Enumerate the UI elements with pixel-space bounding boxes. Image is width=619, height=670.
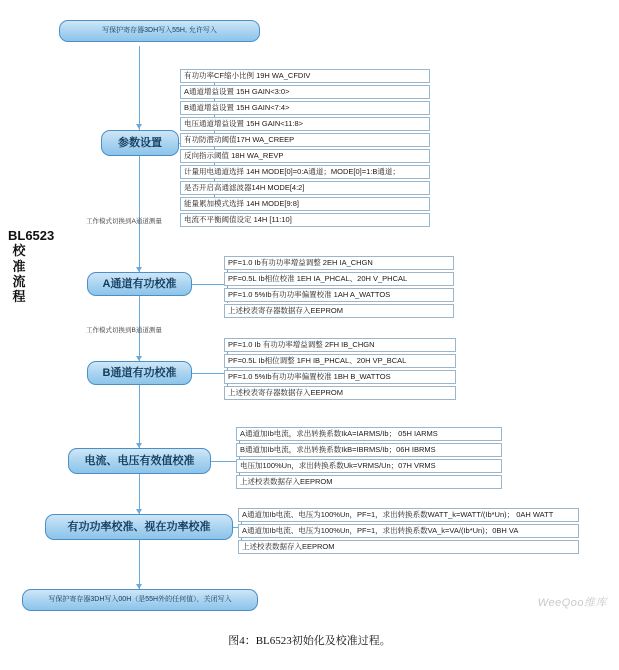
detail-text: PF=1.0 Ib有功功率增益调整 2EH IA_CHGN [228,257,373,267]
node-rms[interactable] [68,448,211,474]
node-start[interactable] [59,20,260,42]
detail-power-2 [238,540,579,554]
detail-params-8 [180,197,430,211]
node-channel-b[interactable] [87,361,192,385]
node-end[interactable] [22,589,258,611]
detail-text: 计量用电通道选择 14H MODE[0]=0:A通道；MODE[0]=1:B通道； [184,166,400,176]
detail-chan-a-1 [224,272,454,286]
detail-text: A通道加Ib电流、电压为100%Un，PF=1，求出转换系数VA_k=VA/(Ib*Un)；0BH VA [242,525,519,535]
detail-text: PF=1.0 5%Ib有功功率偏置校准 1AH A_WATTOS [228,289,391,299]
node-end-label: 写保护寄存器3DH写入00H（是55H外的任何值），关闭写入 [48,595,232,603]
detail-text: 电流不平衡阈值设定 14H [11:10] [184,214,292,224]
node-start-label: 写保护寄存器3DH写入55H, 允许写入 [102,26,217,34]
node-params-label: 参数设置 [118,136,162,149]
detail-params-1 [180,85,430,99]
detail-text: B通道增益设置 15H GAIN<7:4> [184,102,290,112]
detail-text: 上述校表数据存入EEPROM [240,476,333,486]
annotation-a-mode: 工作模式切换到A通道测量 [86,218,162,225]
node-power-label: 有功功率校准、视在功率校准 [67,520,211,533]
detail-params-2 [180,101,430,115]
arrow-to-params [136,124,142,129]
detail-params-4 [180,133,430,147]
figure-caption: 图4：BL6523初始化及校准过程。 [228,635,391,647]
detail-text: A通道增益设置 15H GAIN<3:0> [184,86,290,96]
detail-text: PF=0.5L Ib相位校准 1EH IA_PHCAL、20H V_PHCAL [228,273,408,283]
detail-text: 反向指示阈值 18H WA_REVP [184,150,284,160]
watermark: WeeQoo维库 [537,597,607,609]
detail-text: 电压通道增益设置 15H GAIN<11:8> [184,118,304,128]
annotation-b-mode: 工作模式切换到B通道测量 [86,327,162,334]
detail-text: B通道加Ib电流，求出转换系数IkB=IBRMS/Ib；06H IBRMS [240,444,436,454]
node-rms-label: 电流、电压有效值校准 [84,454,195,467]
detail-text: A通道加Ib电流、电压为100%Un，PF=1，求出转换系数WATT_k=WATT/(Ib*Un)； 0AH WATT [242,509,554,519]
detail-params-6 [180,165,430,179]
detail-chan-b-3 [224,386,456,400]
detail-rms-2 [236,459,502,473]
detail-chan-b-0 [224,338,456,352]
detail-rms-3 [236,475,502,489]
detail-chan-a-3 [224,304,454,318]
detail-params-7 [180,181,430,195]
detail-chan-a-0 [224,256,454,270]
detail-params-9 [180,213,430,227]
detail-text: 有功防潜动阈值17H WA_CREEP [184,134,295,144]
connector-chan-a [192,284,228,285]
detail-params-3 [180,117,430,131]
connector-chan-b [192,373,228,374]
detail-text: 上述校表寄存器数据存入EEPROM [228,387,344,397]
side-title: BL6523校准流程 [8,228,55,305]
node-power[interactable] [45,514,233,540]
detail-text: 能量累加模式选择 14H MODE[9:8] [184,198,300,208]
detail-chan-b-1 [224,354,456,368]
detail-text: 上述校表寄存器数据存入EEPROM [228,305,344,315]
detail-text: 是否开启高通滤波器14H MODE[4:2] [184,182,305,192]
detail-text: 上述校表数据存入EEPROM [242,541,335,551]
detail-params-5 [180,149,430,163]
detail-chan-a-2 [224,288,454,302]
detail-params-0 [180,69,430,83]
node-channel-b-label: B通道有功校准 [102,366,177,379]
detail-text: 有功功率CF缩小比例 19H WA_CFDIV [184,70,311,80]
detail-chan-b-2 [224,370,456,384]
detail-rms-0 [236,427,502,441]
node-params[interactable] [101,130,179,156]
node-channel-a-label: A通道有功校准 [102,277,177,290]
detail-text: PF=1.0 5%Ib有功功率偏置校准 1BH B_WATTOS [228,371,391,381]
detail-text: 电压加100%Un，求出转换系数Uk=VRMS/Un；07H VRMS [240,460,436,470]
detail-text: PF=1.0 Ib 有功功率增益调整 2FH IB_CHGN [228,339,375,349]
node-channel-a[interactable] [87,272,192,296]
detail-power-0 [238,508,579,522]
detail-text: A通道加Ib电流，求出转换系数IkA=IARMS/Ib； 05H IARMS [240,428,438,438]
detail-power-1 [238,524,579,538]
detail-rms-1 [236,443,502,457]
detail-text: PF=0.5L Ib相位调整 1FH IB_PHCAL、20H VP_BCAL [228,355,407,365]
